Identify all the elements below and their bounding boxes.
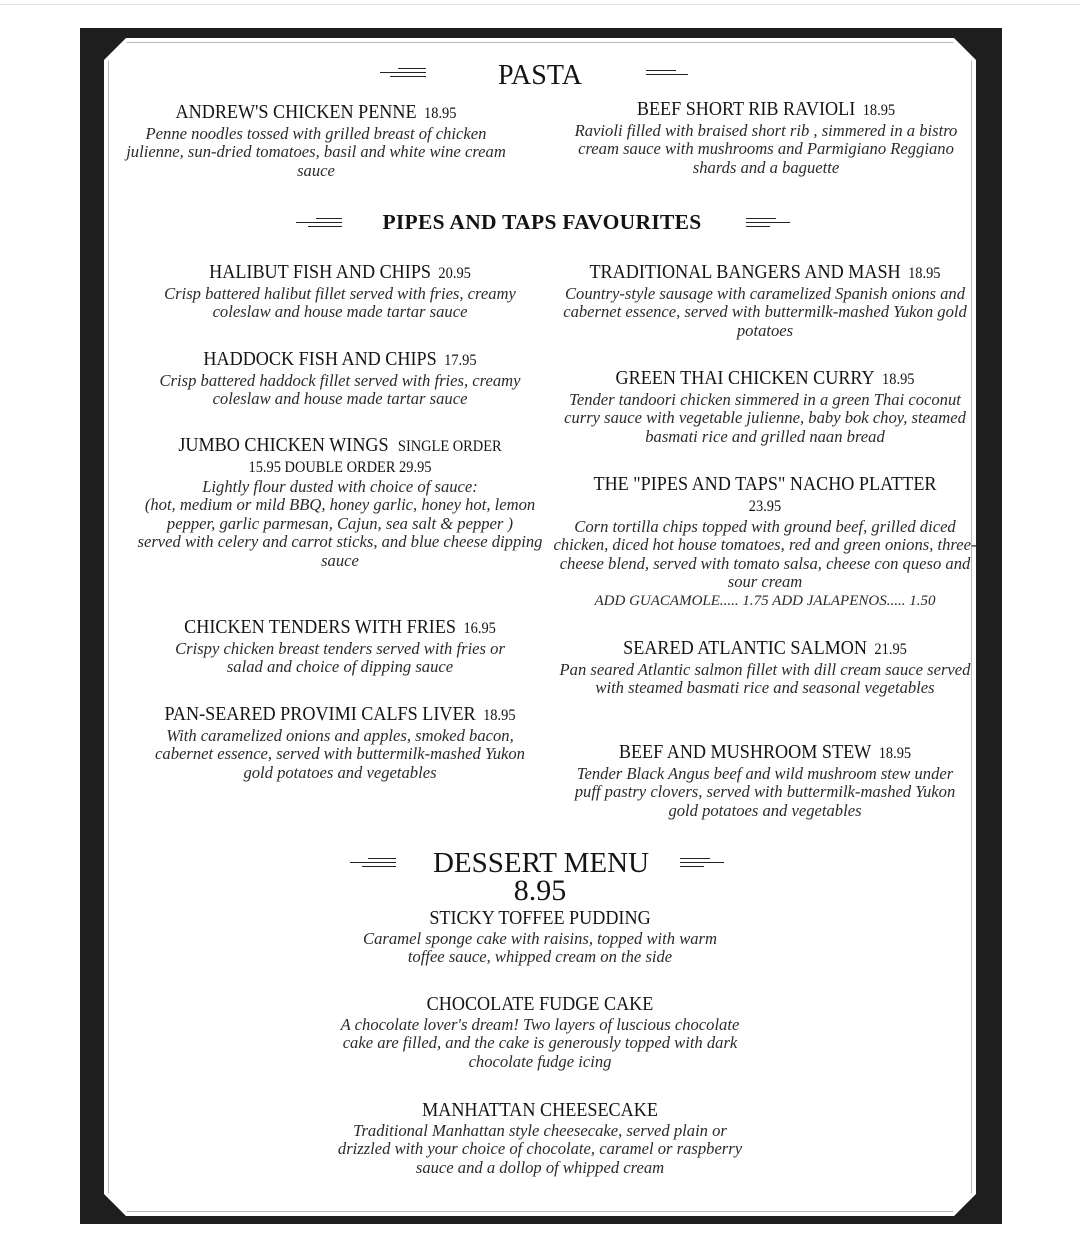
item-description: Crispy chicken breast tenders served with fries or salad and choice of dipping sauce (175, 639, 505, 677)
item-description: Traditional Manhattan style cheesecake, served plain or drizzled with your choice of chocolate, caramel or raspberry sauce and a dollop of whipped cream (337, 1121, 743, 1177)
item-description: Country-style sausage with caramelized Spanish onions and cabernet essence, served with buttermilk-mashed Yukon gold potatoes (563, 284, 967, 340)
item-name: PAN-SEARED PROVIMI CALFS LIVER (164, 704, 476, 725)
wings-double-label: DOUBLE ORDER (284, 459, 396, 476)
item-price: 20.95 (438, 265, 471, 282)
item-name: STICKY TOFFEE PUDDING (429, 908, 651, 929)
dessert-item-cheesecake (320, 1100, 760, 1177)
item-price: 18.95 (882, 371, 915, 388)
item-description: Crisp battered haddock fillet served with fries, creamy coleslaw and house made tartar sauce (159, 371, 521, 409)
menu-item-calfs-liver (112, 704, 568, 782)
dessert-heading: DESSERT MENU (432, 847, 650, 879)
item-description: Corn tortilla chips topped with ground beef, grilled diced chicken, diced hot house tomatoes, red and green onions, three-cheese blend, served with tomato salsa, cheese con queso and sour cream (553, 517, 977, 592)
item-description: Penne noodles tossed with grilled breast of chicken julienne, sun-dried tomatoes, basil and white wine cream sauce (126, 124, 506, 180)
wings-double-price: 29.95 (399, 459, 432, 476)
heading-ornament-left (296, 218, 342, 228)
item-name: CHOCOLATE FUDGE CAKE (426, 994, 654, 1015)
item-price: 18.95 (878, 745, 912, 762)
item-price: 18.95 (862, 102, 896, 119)
pasta-heading: PASTA (498, 60, 582, 91)
favourites-heading: PIPES AND TAPS FAVOURITES (382, 210, 702, 234)
item-price: 23.95 (748, 498, 782, 515)
item-description: Tender tandoori chicken simmered in a green Thai coconut curry sauce with vegetable julienne, baby bok choy, steamed basmati rice and grilled naan bread (564, 390, 966, 446)
menu-item-atlantic-salmon (552, 638, 978, 698)
item-name: BEEF SHORT RIB RAVIOLI (636, 99, 856, 120)
item-addons: ADD GUACAMOLE..... 1.75 ADD JALAPENOS..... 1.50 (594, 592, 936, 609)
wings-single-price: 15.95 (248, 459, 281, 476)
item-description: With caramelized onions and apples, smoked bacon, cabernet essence, served with buttermilk-mashed Yukon gold potatoes and vegetables (155, 726, 525, 782)
dessert-price: 8.95 (513, 874, 567, 907)
heading-ornament-left (350, 858, 396, 868)
menu-item-haddock (118, 349, 562, 409)
item-description: Crisp battered halibut fillet served with fries, creamy coleslaw and house made tartar sauce (164, 284, 516, 322)
item-name: BEEF AND MUSHROOM STEW (618, 742, 872, 763)
item-name: GREEN THAI CHICKEN CURRY (615, 368, 875, 389)
item-sauce-list: (hot, medium or mild BBQ, honey garlic, honey hot, lemon pepper, garlic parmesan, Cajun, sea salt & pepper ) (144, 495, 536, 533)
heading-ornament-right (680, 858, 726, 868)
item-name: TRADITIONAL BANGERS AND MASH (589, 262, 901, 283)
item-description: A chocolate lover's dream! Two layers of luscious chocolate cake are filled, and the cake is generously topped with dark chocolate fudge icing (340, 1015, 740, 1071)
item-price: 16.95 (463, 620, 496, 637)
heading-ornament-right (646, 70, 692, 80)
menu-item-short-rib-ravioli (556, 99, 976, 177)
item-name: MANHATTAN CHEESECAKE (422, 1100, 658, 1121)
menu-item-mushroom-stew (554, 742, 976, 820)
item-name: CHICKEN TENDERS WITH FRIES (184, 617, 457, 638)
item-description: Lightly flour dusted with choice of sauce: (202, 477, 478, 496)
item-name: THE "PIPES AND TAPS" NACHO PLATTER (593, 474, 937, 495)
item-name: ANDREW'S CHICKEN PENNE (175, 102, 417, 123)
dessert-item-fudge-cake (320, 994, 760, 1071)
item-name: HALIBUT FISH AND CHIPS (209, 262, 431, 283)
item-price: 18.95 (483, 707, 516, 724)
item-price: 18.95 (424, 105, 457, 122)
heading-ornament-right (746, 218, 792, 228)
menu-item-nacho-platter (552, 474, 978, 610)
menu-item-chicken-wings (122, 435, 558, 570)
item-name: HADDOCK FISH AND CHIPS (203, 349, 437, 370)
item-name: JUMBO CHICKEN WINGS (178, 435, 389, 456)
menu-item-chicken-penne (110, 102, 522, 180)
item-price: 17.95 (444, 352, 477, 369)
menu-item-chicken-tenders (120, 617, 560, 677)
item-description: Pan seared Atlantic salmon fillet with dill cream sauce served with steamed basmati rice and seasonal vegetables (559, 660, 971, 698)
item-price: 21.95 (874, 641, 907, 658)
menu-item-bangers-mash (554, 262, 976, 340)
item-description: Ravioli filled with braised short rib , simmered in a bistro cream sauce with mushrooms and Parmigiano Reggiano shards and a baguette (574, 121, 958, 177)
top-divider (0, 4, 1080, 5)
menu-item-halibut (120, 262, 560, 322)
item-description: Caramel sponge cake with raisins, topped with warm toffee sauce, whipped cream on the side (363, 929, 717, 967)
item-name: SEARED ATLANTIC SALMON (623, 638, 867, 659)
wings-single-label: SINGLE ORDER (397, 438, 502, 455)
item-price: 18.95 (908, 265, 941, 282)
heading-ornament-left (380, 68, 426, 78)
menu-item-thai-curry (552, 368, 978, 446)
item-description-sides: served with celery and carrot sticks, and blue cheese dipping sauce (137, 532, 543, 570)
item-description: Tender Black Angus beef and wild mushroom stew under puff pastry clovers, served with buttermilk-mashed Yukon gold potatoes and vegetables (574, 764, 956, 820)
dessert-item-sticky-toffee (320, 908, 760, 967)
